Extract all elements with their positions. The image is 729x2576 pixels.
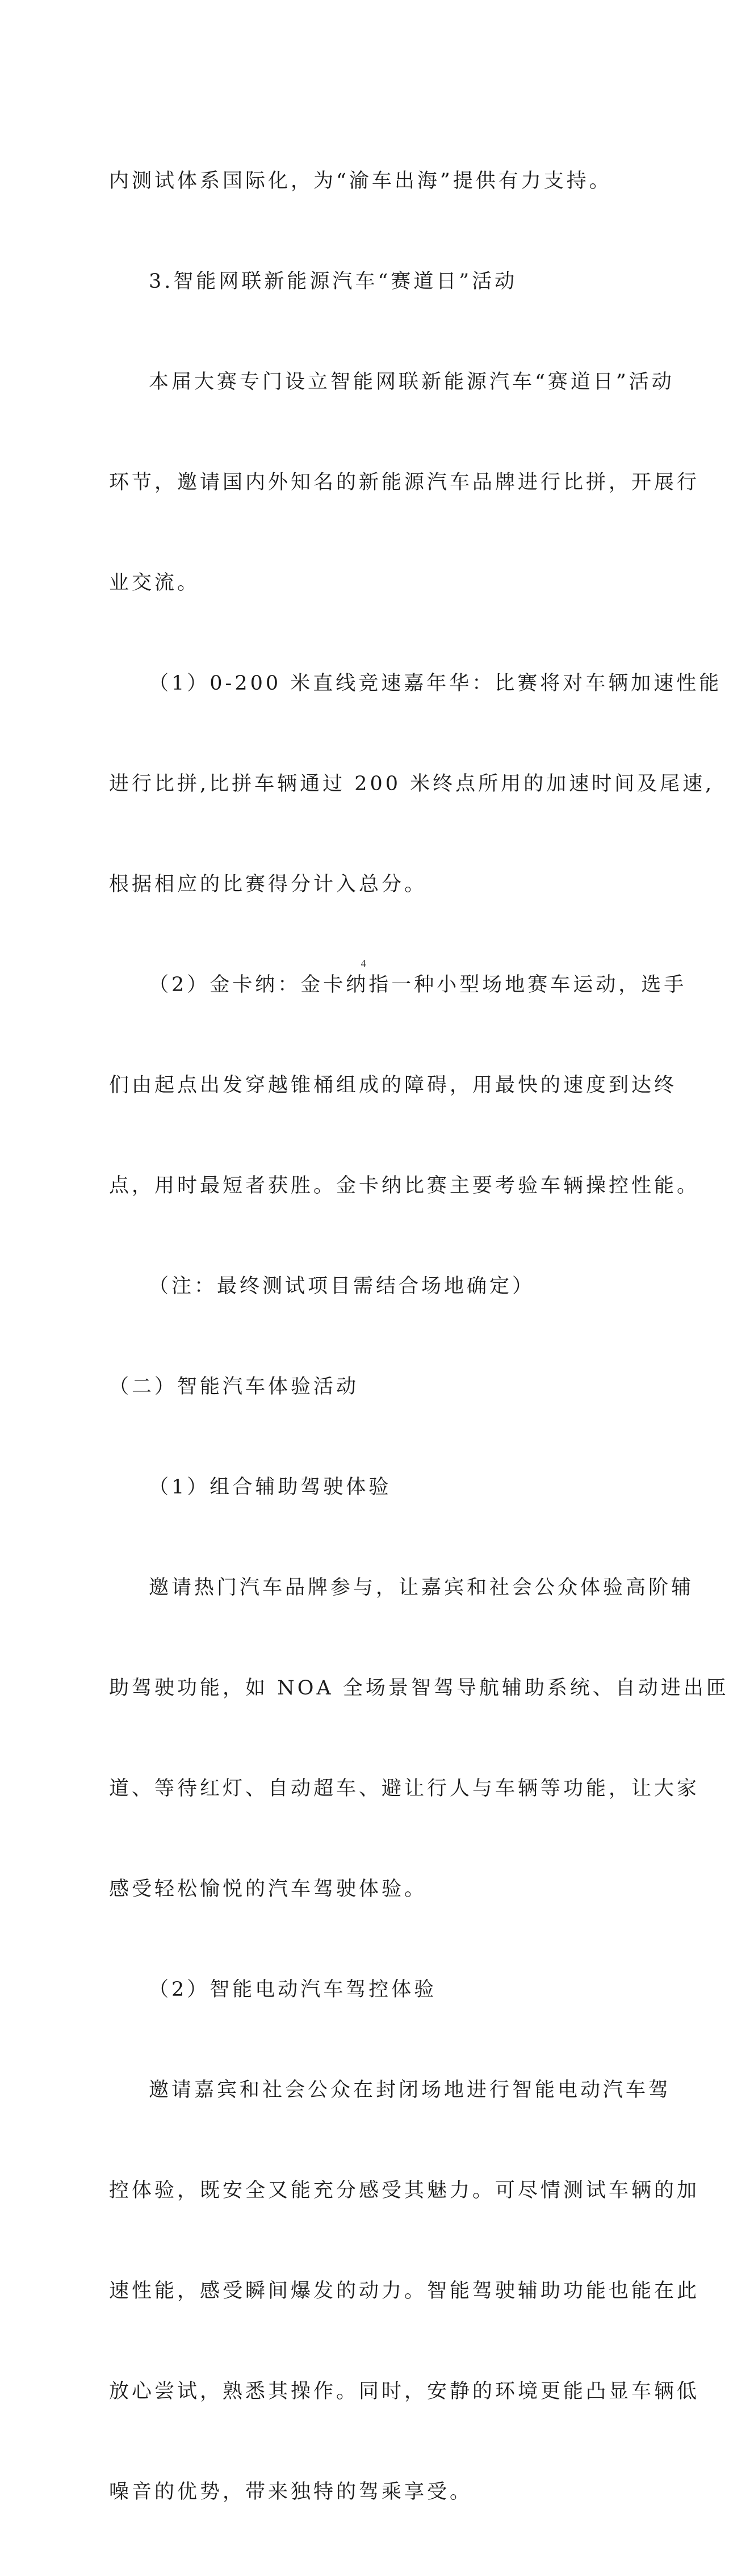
- text-line: 本届大赛专门设立智能网联新能源汽车“赛道日”活动: [149, 371, 674, 393]
- text-line: 控体验，既安全又能充分感受其魅力。可尽情测试车辆的加: [109, 2179, 700, 2202]
- text-line: 放心尝试，熟悉其操作。同时，安静的环境更能凸显车辆低: [109, 2380, 700, 2403]
- text-line: 们由起点出发穿越锥桶组成的障碍，用最快的速度到达终: [109, 1074, 677, 1097]
- text-line: 助驾驶功能，如 NOA 全场景智驾导航辅助系统、自动进出匝: [109, 1677, 729, 1700]
- text-line: 点，用时最短者获胜。金卡纳比赛主要考验车辆操控性能。: [109, 1174, 700, 1197]
- text-line: 感受轻松愉悦的汽车驾驶体验。: [109, 1878, 428, 1900]
- text-line: 业交流。: [109, 572, 200, 594]
- section-heading: （二）智能汽车体验活动: [109, 1375, 359, 1398]
- body-text: [109, 98, 729, 2576]
- section-heading: 3.智能网联新能源汽车“赛道日”活动: [149, 270, 518, 293]
- text-line: 内测试体系国际化，为“渝车出海”提供有力支持。: [109, 170, 612, 192]
- document-body: [109, 98, 729, 2576]
- text-line: 进行比拼,比拼车辆通过 200 米终点所用的加速时间及尾速,: [109, 773, 715, 795]
- text-line: 道、等待红灯、自动超车、避让行人与车辆等功能，让大家: [109, 1777, 700, 1800]
- list-item: （1）0-200 米直线竞速嘉年华：比赛将对车辆加速性能: [149, 672, 722, 695]
- text-line: 邀请嘉宾和社会公众在封闭场地进行智能电动汽车驾: [149, 2079, 672, 2101]
- text-line: 根据相应的比赛得分计入总分。: [109, 873, 428, 896]
- text-line: 环节，邀请国内外知名的新能源汽车品牌进行比拼，开展行: [109, 471, 700, 494]
- page-number: 4: [361, 958, 366, 969]
- text-line: 邀请热门汽车品牌参与，让嘉宾和社会公众体验高阶辅: [149, 1576, 694, 1599]
- text-line: 速性能，感受瞬间爆发的动力。智能驾驶辅助功能也能在此: [109, 2280, 700, 2302]
- text-line: 噪音的优势，带来独特的驾乘享受。: [109, 2481, 473, 2503]
- subsection-heading: （2）智能电动汽车驾控体验: [149, 1978, 437, 2001]
- list-item: （2）金卡纳：金卡纳指一种小型场地赛车运动，选手: [149, 974, 687, 996]
- subsection-heading: （1）组合辅助驾驶体验: [149, 1476, 392, 1499]
- note: （注：最终测试项目需结合场地确定）: [149, 1275, 535, 1298]
